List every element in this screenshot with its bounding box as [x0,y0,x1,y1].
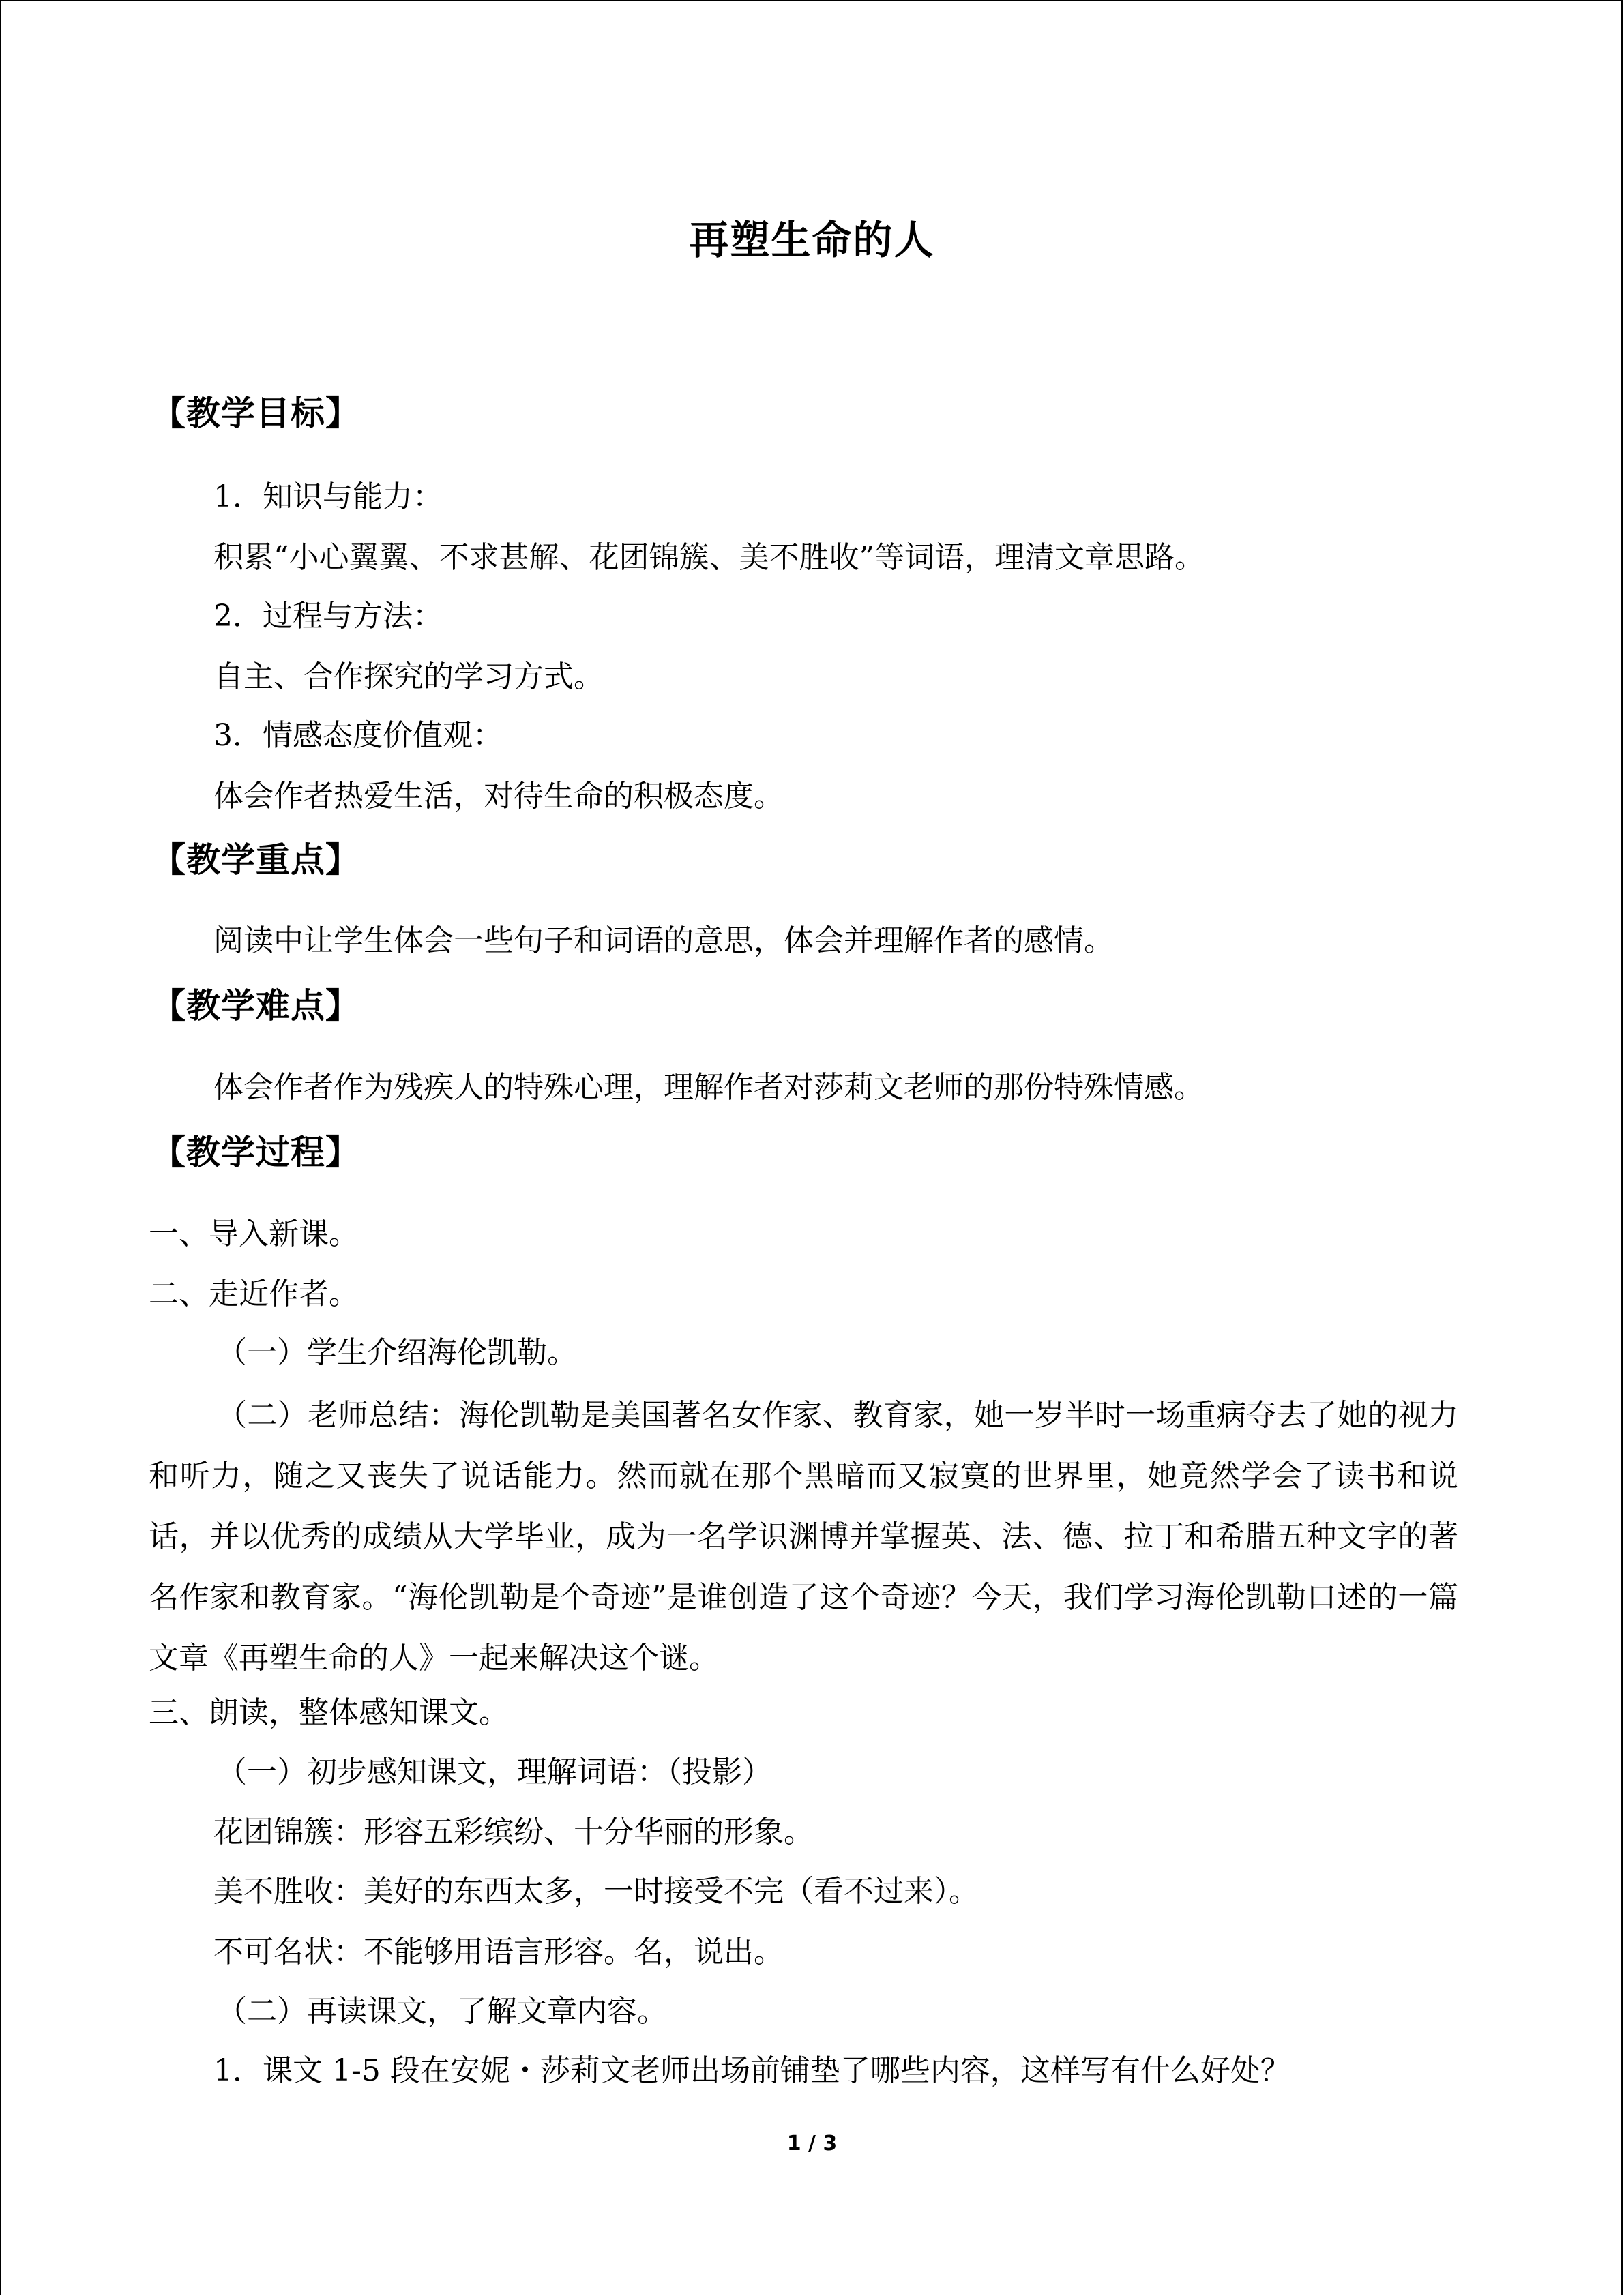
vocab-item: 花团锦簇：形容五彩缤纷、十分华丽的形象。 [213,1815,814,1849]
process-step: 二、走近作者。 [149,1277,359,1311]
process-substep: （二）再读课文，了解文章内容。 [217,1994,667,2029]
vocab-item: 不可名状：不能够用语言形容。名，说出。 [213,1935,784,1969]
objective-item: 积累“小心翼翼、不求甚解、花团锦簇、美不胜收”等词语，理清文章思路。 [213,540,1205,575]
process-step: 一、导入新课。 [149,1217,359,1251]
objective-item: 3．情感态度价值观： [213,718,503,753]
difficulties-text: 体会作者作为残疾人的特殊心理，理解作者对莎莉文老师的那份特殊情感。 [213,1070,1204,1105]
objective-item: 自主、合作探究的学习方式。 [213,659,604,694]
process-substep: （一）初步感知课文，理解词语：（投影） [217,1755,772,1789]
heading-difficulties: 【教学难点】 [151,986,360,1026]
heading-process: 【教学过程】 [151,1133,360,1172]
objective-item: 1．知识与能力： [213,479,443,514]
heading-objectives: 【教学目标】 [151,393,360,433]
document-title: 再塑生命的人 [689,217,935,263]
vocab-item: 美不胜收：美好的东西太多，一时接受不完（看不过来）。 [213,1874,979,1909]
key-points-text: 阅读中让学生体会一些句子和词语的意思，体会并理解作者的感情。 [213,923,1114,958]
question-item: 1．课文 1-5 段在安妮・莎莉文老师出场前铺垫了哪些内容，这样写有什么好处？ [213,2053,1290,2088]
heading-key-points: 【教学重点】 [151,840,360,880]
author-summary-paragraph: （二）老师总结：海伦凯勒是美国著名女作家、教育家，她一岁半时一场重病夺去了她的视力和听力，随之又丧失了说话能力。然而就在那个黑暗而又寂寞的世界里，她竟然学会了读书和说话，并以优秀的成绩从大学毕业，成为一名学识渊博并掌握英、法、德、拉丁和希腊五种文字的著名作家和教育家。“海伦凯勒是个奇迹”是谁创造了这个奇迹？今天，我们学习海伦凯勒口述的一篇文章《再塑生命的人》一起来解决这个谜。 [149,1398,1459,1675]
page-number: 1 / 3 [786,2132,838,2156]
objective-item: 2．过程与方法： [213,599,443,633]
process-step: 三、朗读，整体感知课文。 [149,1695,509,1730]
process-substep: （一）学生介绍海伦凯勒。 [217,1335,577,1370]
objective-item: 体会作者热爱生活，对待生命的积极态度。 [213,779,784,814]
